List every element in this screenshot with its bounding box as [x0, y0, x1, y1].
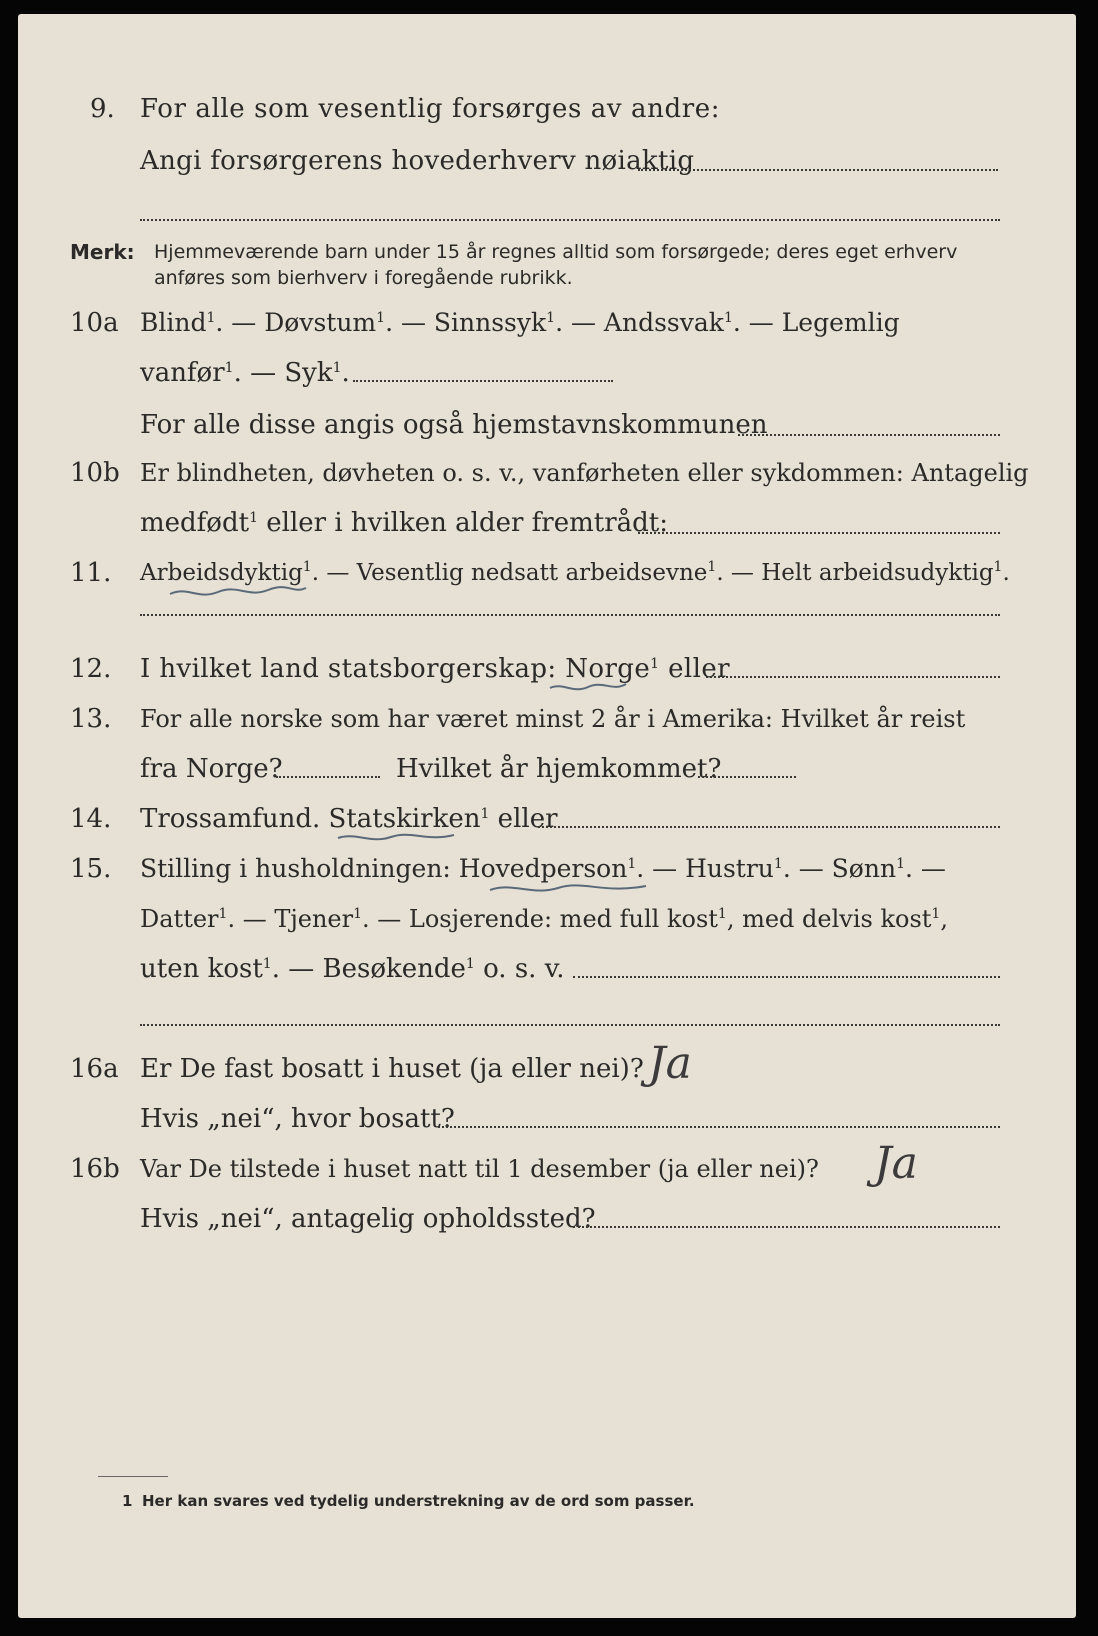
q10b-line2: medfødt$^1$ eller i hvilken alder fremtrådt: — [140, 508, 669, 538]
q9-answer-line-2 — [140, 219, 1000, 221]
item-number-16a: 16a — [70, 1054, 119, 1084]
item-number-10a: 10a — [70, 308, 119, 338]
q13-returned-year-line — [698, 776, 796, 778]
q16a-line1: Er De fast bosatt i huset (ja eller nei)? — [140, 1054, 644, 1084]
q11-line1: Arbeidsdyktig$^1$. — Vesentlig nedsatt arbeidsevne$^1$. — Helt arbeidsudyktig$^1$. — [140, 559, 1010, 586]
q15-line3: uten kost$^1$. — Besøkende$^1$ o. s. v. — [140, 954, 565, 984]
q16a-handwritten-answer: Ja — [648, 1038, 692, 1089]
q16b-line2: Hvis „nei“, antagelig opholdssted? — [140, 1204, 596, 1234]
underline-mark-statskirken — [336, 830, 456, 846]
q15-line1: Stilling i husholdningen: Hovedperson$^1$. — Hustru$^1$. — Sønn$^1$. — — [140, 854, 946, 883]
q10a-home-municipality-line — [738, 434, 1000, 436]
q10a-sick-answer-line — [353, 380, 613, 382]
q10a-line1: Blind$^1$. — Døvstum$^1$. — Sinnssyk$^1$. — Andssvak$^1$. — Legemlig — [140, 308, 900, 337]
q14-answer-line — [538, 826, 1000, 828]
q16a-answer-line — [438, 1126, 1000, 1128]
merk-line1: Hjemmeværende barn under 15 år regnes alltid som forsørgede; deres eget erhverv — [154, 241, 958, 263]
q14-line1: Trossamfund. Statskirken$^1$ eller — [140, 804, 558, 834]
underline-mark-arbeidsdyktig — [168, 584, 308, 604]
item-number-10b: 10b — [70, 458, 120, 488]
footnote-mark: 1 — [122, 1492, 133, 1510]
footnote-text: Her kan svares ved tydelig understrekning av de ord som passer. — [142, 1492, 695, 1510]
q13-line2-returned: Hvilket år hjemkommet? — [396, 754, 722, 784]
q12-line1: I hvilket land statsborgerskap: Norge$^1$ eller — [140, 654, 730, 684]
q10b-answer-line — [638, 532, 1000, 534]
q13-line1: For alle norske som har været minst 2 år i Amerika: Hvilket år reist — [140, 705, 966, 733]
q12-answer-line — [706, 676, 1000, 678]
q13-emigrated-year-line — [276, 776, 380, 778]
q15-answer-line-2 — [140, 1024, 1000, 1026]
q11-answer-line — [140, 614, 1000, 616]
q10a-line3: For alle disse angis også hjemstavnskommunen — [140, 410, 768, 440]
q16a-line2: Hvis „nei“, hvor bosatt? — [140, 1104, 455, 1134]
item-number-9: 9. — [90, 94, 115, 124]
q15-line2: Datter$^1$. — Tjener$^1$. — Losjerende: med full kost$^1$, med delvis kost$^1$, — [140, 905, 948, 933]
item-number-11: 11. — [70, 558, 112, 588]
underline-mark-hovedperson — [488, 880, 648, 898]
underline-mark-norge — [548, 680, 628, 696]
q9-line1: For alle som vesentlig forsørges av andre: — [140, 94, 721, 124]
q13-line2-emigrated: fra Norge? — [140, 754, 283, 784]
item-number-14: 14. — [70, 804, 112, 834]
q9-answer-line — [638, 169, 998, 171]
item-number-13: 13. — [70, 704, 112, 734]
q10b-line1: Er blindheten, døvheten o. s. v., vanførheten eller sykdommen: Antagelig — [140, 459, 1029, 487]
q10a-line2: vanfør$^1$. — Syk$^1$. — [140, 358, 350, 388]
item-number-16b: 16b — [70, 1154, 120, 1184]
q16b-handwritten-answer: Ja — [874, 1138, 918, 1189]
footnote-rule — [98, 1476, 168, 1477]
merk-label: Merk: — [70, 240, 135, 264]
q15-answer-line — [573, 976, 1000, 978]
item-number-15: 15. — [70, 854, 112, 884]
q16b-line1: Var De tilstede i huset natt til 1 desember (ja eller nei)? — [140, 1155, 819, 1183]
census-form-page — [18, 14, 1076, 1618]
q16b-answer-line — [573, 1226, 1000, 1228]
q9-line2: Angi forsørgerens hovederhverv nøiaktig — [140, 146, 695, 176]
merk-line2: anføres som bierhverv i foregående rubrikk. — [154, 267, 573, 289]
item-number-12: 12. — [70, 654, 112, 684]
